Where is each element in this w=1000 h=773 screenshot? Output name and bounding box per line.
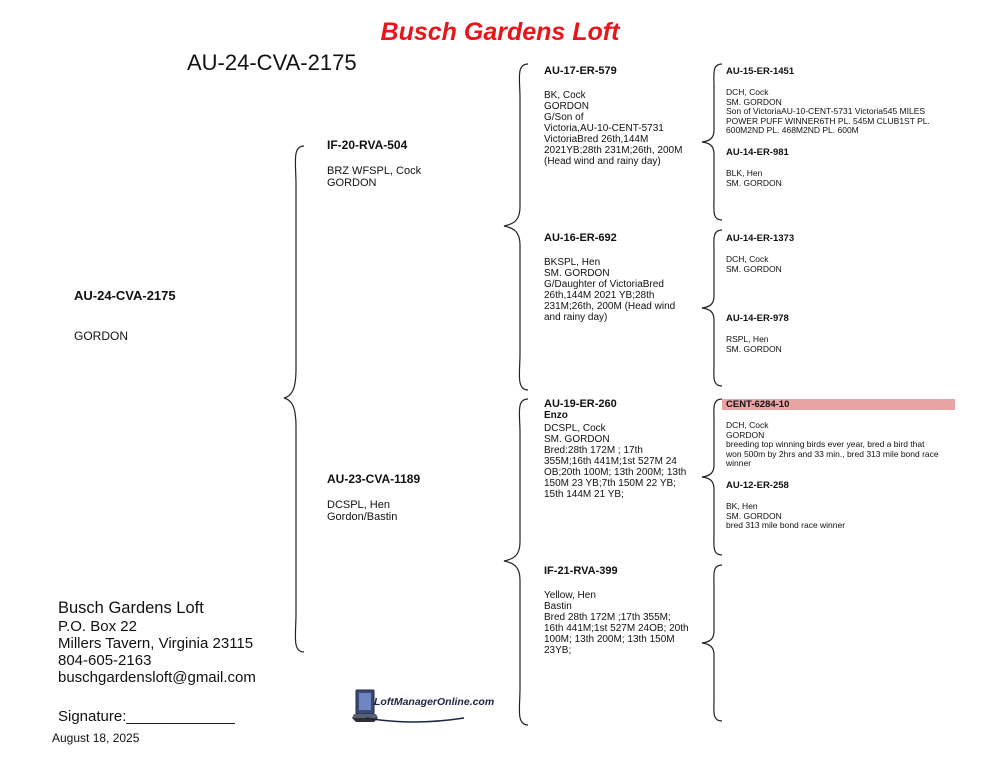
brace-dam-dam	[698, 563, 724, 723]
gen4-entry	[726, 147, 986, 188]
gen4-band: AU-15-ER-1451	[726, 66, 795, 77]
gen4-entry	[726, 66, 986, 136]
loft-title: Busch Gardens Loft	[380, 18, 620, 46]
dam-sire-entry	[544, 398, 699, 500]
brace-sire-dam	[698, 228, 724, 388]
gen4-details: BK, Hen SM. GORDON bred 313 mile bond race winner	[726, 501, 846, 531]
gen4-details: DCH, Cock SM. GORDON Son of VictoriaAU-10-CENT-5731 Victoria545 MILES POWER PUFF WINNER6TH PL. 545M CLUB1ST PL. 600M2ND PL. 468M2ND PL. 600M	[726, 87, 930, 136]
brace-dam	[500, 397, 530, 727]
sire-dam-details: BKSPL, Hen SM. GORDON G/Daughter of VictoriaBred 26th,144M 2021 YB;28th 231M;26th, 200M (Head wind and rainy day)	[544, 257, 676, 323]
dam-sire-band: AU-19-ER-260	[544, 398, 617, 410]
gen4-entry	[726, 480, 986, 531]
dam-sire-details: DCSPL, Cock SM. GORDON Bred:28th 172M ; 17th 355M;16th 441M;1st 527M 24 OB;20th 100M; 13th 200M; 13th 150M 23 YB;7th 150M 22 YB; 15th 144M 21 YB;	[544, 423, 687, 500]
print-date: August 18, 2025	[52, 731, 140, 745]
sire-sire-details: BK, Cock GORDON G/Son of Victoria,AU-10-CENT-5731 VictoriaBred 26th,144M 2021YB;28th 231M;26th, 200M (Head wind and rainy day)	[544, 90, 683, 167]
subject-entry	[74, 288, 274, 343]
gen4-band: AU-14-ER-978	[726, 313, 789, 324]
sire-band: IF-20-RVA-504	[327, 138, 408, 152]
sire-dam-entry	[544, 232, 699, 323]
dam-dam-details: Yellow, Hen Bastin Bred 28th 172M ;17th 355M; 16th 441M;1st 527M 24OB; 20th 100M; 13th 200M; 13th 150M 23YB;	[544, 590, 689, 656]
email: buschgardensloft@gmail.com	[58, 669, 256, 686]
subject-details: GORDON	[74, 329, 128, 343]
brace-sire	[500, 62, 530, 392]
city-line: Millers Tavern, Virginia 23115	[58, 635, 254, 652]
brace-gen1	[282, 144, 306, 654]
logo-text: LoftManagerOnline.com	[374, 696, 495, 708]
gen4-entry	[722, 399, 955, 469]
gen4-band: AU-14-ER-981	[726, 147, 789, 158]
gen4-details: RSPL, Hen SM. GORDON	[726, 334, 782, 354]
brace-sire-sire	[698, 62, 724, 222]
gen4-details: BLK, Hen SM. GORDON	[726, 168, 782, 188]
pedigree-id: AU-24-CVA-2175	[187, 50, 357, 75]
sire-entry	[327, 138, 497, 189]
sire-sire-band: AU-17-ER-579	[544, 65, 617, 77]
gen4-entry	[726, 233, 986, 274]
dam-details: DCSPL, Hen Gordon/Bastin	[327, 499, 398, 523]
sire-dam-band: AU-16-ER-692	[544, 232, 617, 244]
signature-line: Signature:_____________	[58, 708, 235, 725]
dam-sire-name: Enzo	[544, 410, 568, 421]
gen4-details: DCH, Cock SM. GORDON	[726, 254, 782, 274]
footer-loft-name: Busch Gardens Loft	[58, 599, 204, 617]
sire-details: BRZ WFSPL, Cock GORDON	[327, 165, 422, 189]
po-box: P.O. Box 22	[58, 618, 137, 635]
gen4-band-highlighted: CENT-6284-10	[722, 399, 955, 410]
gen4-entry	[726, 313, 986, 354]
dam-dam-band: IF-21-RVA-399	[544, 565, 618, 577]
gen4-band: AU-14-ER-1373	[726, 233, 795, 244]
gen4-details: DCH, Cock GORDON breeding top winning birds ever year, bred a bird that won 500m by 2hrs and 33 min., bred 313 mile bond race winner	[726, 420, 939, 469]
phone: 804-605-2163	[58, 652, 152, 669]
dam-entry	[327, 472, 497, 523]
loft-address-block	[58, 598, 256, 686]
dam-band: AU-23-CVA-1189	[327, 472, 421, 486]
subject-band: AU-24-CVA-2175	[74, 288, 176, 303]
brace-dam-sire	[698, 397, 724, 557]
dam-dam-entry	[544, 565, 699, 656]
sire-sire-entry	[544, 65, 699, 167]
gen4-band: AU-12-ER-258	[726, 480, 789, 491]
loftmanager-logo	[352, 688, 495, 726]
